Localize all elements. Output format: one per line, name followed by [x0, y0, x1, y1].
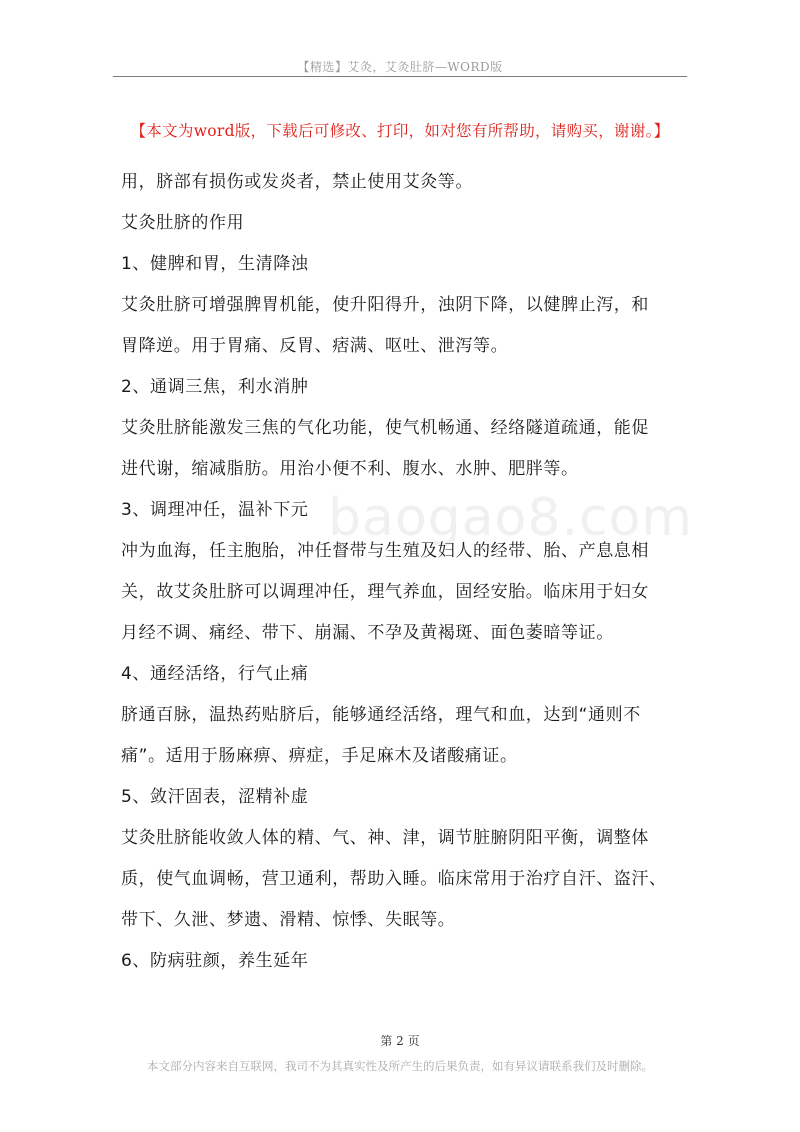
body-line: 用，脐部有损伤或发炎者，禁止使用艾灸等。 — [121, 172, 473, 192]
section-heading: 6、防病驻颜，养生延年 — [121, 951, 309, 971]
page-number: 第 2 页 — [380, 1034, 420, 1048]
body-line: 关，故艾灸肚脐可以调理冲任，理气养血，固经安胎。临床用于妇女 — [121, 582, 649, 602]
body-line: 胃降逆。用于胃痛、反胃、痞满、呕吐、泄泻等。 — [121, 336, 509, 356]
body-line: 艾灸肚脐可增强脾胃机能，使升阳得升，浊阴下降，以健脾止泻，和 — [121, 295, 649, 315]
body-line: 艾灸肚脐能激发三焦的气化功能，使气机畅通、经络隧道疏通，能促 — [121, 418, 649, 438]
footer-disclaimer: 本文部分内容来自互联网，我司不为其真实性及所产生的后果负责，如有异议请联系我们及时删除。 — [147, 1059, 653, 1073]
body-line: 艾灸肚脐能收敛人体的精、气、神、津，调节脏腑阴阳平衡，调整体 — [121, 828, 649, 848]
section-heading: 1、健脾和胃，生清降浊 — [121, 254, 309, 274]
watermark: baogao8.com — [328, 488, 694, 548]
section-heading: 4、通经活络，行气止痛 — [121, 664, 309, 684]
body-line: 进代谢，缩减脂肪。用治小便不利、腹水、水肿、肥胖等。 — [121, 459, 579, 479]
body-line: 质，使气血调畅，营卫通利，帮助入睡。临床常用于治疗自汗、盗汗、 — [121, 869, 667, 889]
body-line: 月经不调、痛经、带下、崩漏、不孕及黄褐斑、面色萎暗等证。 — [121, 623, 614, 643]
section-heading: 5、敛汗固表，涩精补虚 — [121, 787, 309, 807]
section-heading: 艾灸肚脐的作用 — [121, 213, 245, 233]
body-line: 痛”。适用于肠麻痹、痹症，手足麻木及诸酸痛证。 — [121, 746, 518, 766]
document-body — [121, 162, 687, 982]
section-heading: 2、通调三焦，利水消肿 — [121, 377, 309, 397]
body-line: 脐通百脉，温热药贴脐后，能够通经活络，理气和血，达到“通则不 — [121, 705, 641, 725]
page-header: 【精选】艾灸，艾灸肚脐—WORD版 — [297, 60, 503, 74]
header-divider — [113, 76, 687, 77]
body-line: 冲为血海，任主胞胎，冲任督带与生殖及妇人的经带、胎、产息息相 — [121, 541, 649, 561]
purchase-notice: 【本文为word版，下载后可修改、打印，如对您有所帮助，请购买，谢谢。】 — [130, 122, 670, 140]
section-heading: 3、调理冲任，温补下元 — [121, 500, 309, 520]
body-line: 带下、久泄、梦遗、滑精、惊悸、失眠等。 — [121, 910, 456, 930]
